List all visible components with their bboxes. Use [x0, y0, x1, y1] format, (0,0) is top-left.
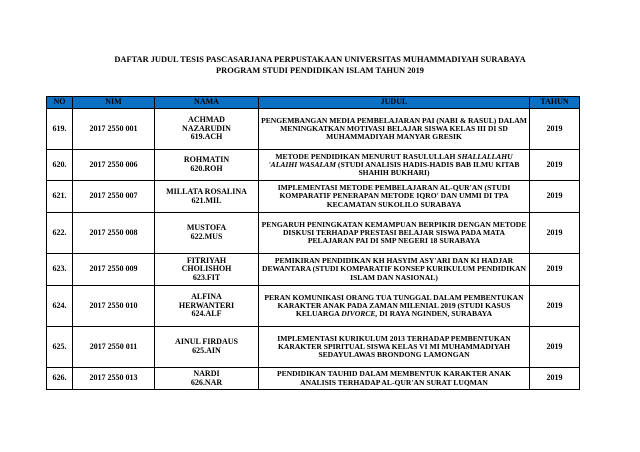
cell-no: 625. — [47, 327, 73, 368]
cell-nim: 2017 2550 006 — [73, 150, 155, 181]
nama-code: 624.ALF — [191, 309, 222, 319]
judul-italic-text: DIVORCE, — [341, 309, 378, 319]
nama-line: ALFINA — [191, 292, 222, 302]
nama-line: ACHMAD — [188, 115, 225, 125]
nama-line: MUSTOFA — [186, 223, 227, 233]
cell-judul — [259, 109, 530, 150]
judul-text: PENGEMBANGAN MEDIA PEMBELAJARAN PAI (NABI & RASUL) DALAM MENINGKATKAN MOTIVASI BELAJAR SISWA KELAS III DI SD MUHAMMADIYAH MANYAR GRESIK — [261, 115, 527, 142]
table-row — [47, 181, 580, 213]
cell-no: 620. — [47, 150, 73, 181]
judul-text: DI RAYA NGINDEN, SURABAYA — [377, 309, 493, 319]
document-subtitle: PROGRAM STUDI PENDIDIKAN ISLAM TAHUN 2019 — [216, 66, 424, 75]
nama-line: CHOLISHOH — [181, 264, 232, 274]
cell-tahun: 2019 — [530, 109, 580, 150]
judul-text: PEMIKIRAN PENDIDIKAN KH HASYIM ASY'ARI DAN KI HADJAR DEWANTARA (STUDI KOMPARATIF KONSEP KURIKULUM PENDIDIKAN ISLAM DAN NASIONAL) — [261, 256, 527, 282]
cell-no: 621. — [47, 181, 73, 213]
table-row — [47, 368, 580, 390]
nama-code: 620.ROH — [190, 164, 223, 173]
cell-tahun: 2019 — [530, 181, 580, 213]
judul-text: PENGARUH PENINGKATAN KEMAMPUAN BERPIKIR DENGAN METODE DISKUSI TERHADAP PRESTASI BELAJAR SISWA PADA MATA PELAJARAN PAI DI SMP NEGERI 18 SURABAYA — [261, 219, 527, 246]
header-no: NO — [47, 97, 73, 109]
table-header-row — [47, 97, 580, 109]
cell-nim: 2017 2550 008 — [73, 213, 155, 254]
nama-code: 622.MUS — [190, 232, 223, 241]
table-row — [47, 286, 580, 327]
nama-line: FITRIYAH — [186, 255, 227, 265]
cell-nama — [155, 109, 259, 150]
cell-nama — [155, 286, 259, 327]
cell-no: 623. — [47, 254, 73, 286]
judul-text: IMPLEMENTASI KURIKULUM 2013 TERHADAP PEMBENTUKAN KARAKTER SPIRITUAL SISWA KELAS VI MI MUHAMMADIYAH SEDAYULAWAS BRONDONG LAMONGAN — [277, 333, 511, 360]
cell-judul — [259, 286, 530, 327]
cell-judul — [259, 213, 530, 254]
nama-code: 626.NAR — [190, 377, 223, 387]
header-nama: NAMA — [155, 97, 259, 109]
cell-judul — [259, 368, 530, 390]
cell-tahun: 2019 — [530, 368, 580, 390]
header-nim: NIM — [73, 97, 155, 109]
judul-text: PENDIDIKAN TAUHID DALAM MEMBENTUK KARAKTER ANAK ANALISIS TERHADAP AL-QUR'AN SURAT LUQMAN — [276, 369, 512, 387]
cell-nim: 2017 2550 007 — [73, 181, 155, 213]
table-row — [47, 213, 580, 254]
cell-no: 626. — [47, 368, 73, 390]
cell-no: 624. — [47, 286, 73, 327]
cell-nim: 2017 2550 011 — [73, 327, 155, 368]
nama-line: HERWANTERI — [178, 300, 235, 310]
nama-line: NAZARUDIN — [182, 123, 231, 133]
nama-line: ROHMATIN — [183, 155, 230, 165]
cell-nama — [155, 181, 259, 213]
cell-tahun: 2019 — [530, 150, 580, 181]
cell-tahun: 2019 — [530, 286, 580, 327]
document-title: DAFTAR JUDUL TESIS PASCASARJANA PERPUSTAKAAN UNIVERSITAS MUHAMMADIYAH SURABAYA — [114, 55, 526, 64]
cell-tahun: 2019 — [530, 254, 580, 286]
cell-nim: 2017 2550 009 — [73, 254, 155, 286]
table-row — [47, 109, 580, 150]
judul-text: IMPLEMENTASI METODE PEMBELAJARAN AL-QUR'AN (STUDI KOMPARATIF PENERAPAN METODE IQRO' DAN UMMI DI TPA KECAMATAN SUKOLILO SURABAYA — [277, 183, 511, 209]
nama-line: NARDI — [193, 368, 220, 378]
cell-nama — [155, 327, 259, 368]
nama-code: 625.AIN — [192, 346, 221, 355]
header-tahun: TAHUN — [530, 97, 580, 109]
cell-nim: 2017 2550 001 — [73, 109, 155, 150]
header-judul: JUDUL — [259, 97, 530, 109]
cell-nama — [155, 150, 259, 181]
judul-text: METODE PENDIDIKAN MENURUT RASULULLAH — [275, 151, 458, 161]
nama-line: MILLATA ROSALINA — [166, 186, 247, 196]
cell-tahun: 2019 — [530, 327, 580, 368]
cell-nim: 2017 2550 010 — [73, 286, 155, 327]
nama-line: AINUL FIRDAUS — [175, 337, 238, 347]
cell-nama — [155, 213, 259, 254]
thesis-table — [46, 96, 580, 390]
table-row — [47, 150, 580, 181]
cell-judul — [259, 181, 530, 213]
cell-nama — [155, 368, 259, 390]
cell-judul — [259, 254, 530, 286]
judul-text: (STUDI ANALISIS HADIS-HADIS BAB ILMU KITAB SHAHIH BUKHARI) — [336, 159, 520, 178]
nama-code: 623.FIT — [192, 272, 221, 282]
cell-nim: 2017 2550 013 — [73, 368, 155, 390]
cell-no: 622. — [47, 213, 73, 254]
nama-code: 621.MIL — [191, 195, 222, 205]
cell-tahun: 2019 — [530, 213, 580, 254]
cell-no: 619. — [47, 109, 73, 150]
judul-italic-text: SHALLALLAHU 'ALAIHI WASALAM — [268, 151, 513, 169]
nama-code: 619.ACH — [190, 132, 223, 142]
table-row — [47, 254, 580, 286]
cell-nama — [155, 254, 259, 286]
judul-text: PERAN KOMUNIKASI ORANG TUA TUNGGAL DALAM PEMBENTUKAN KARAKTER ANAK PADA ZAMAN MILENIAL 2019 (STUDI KASUS KELUARGA — [264, 292, 524, 319]
table-row — [47, 327, 580, 368]
cell-judul — [259, 150, 530, 181]
cell-judul — [259, 327, 530, 368]
